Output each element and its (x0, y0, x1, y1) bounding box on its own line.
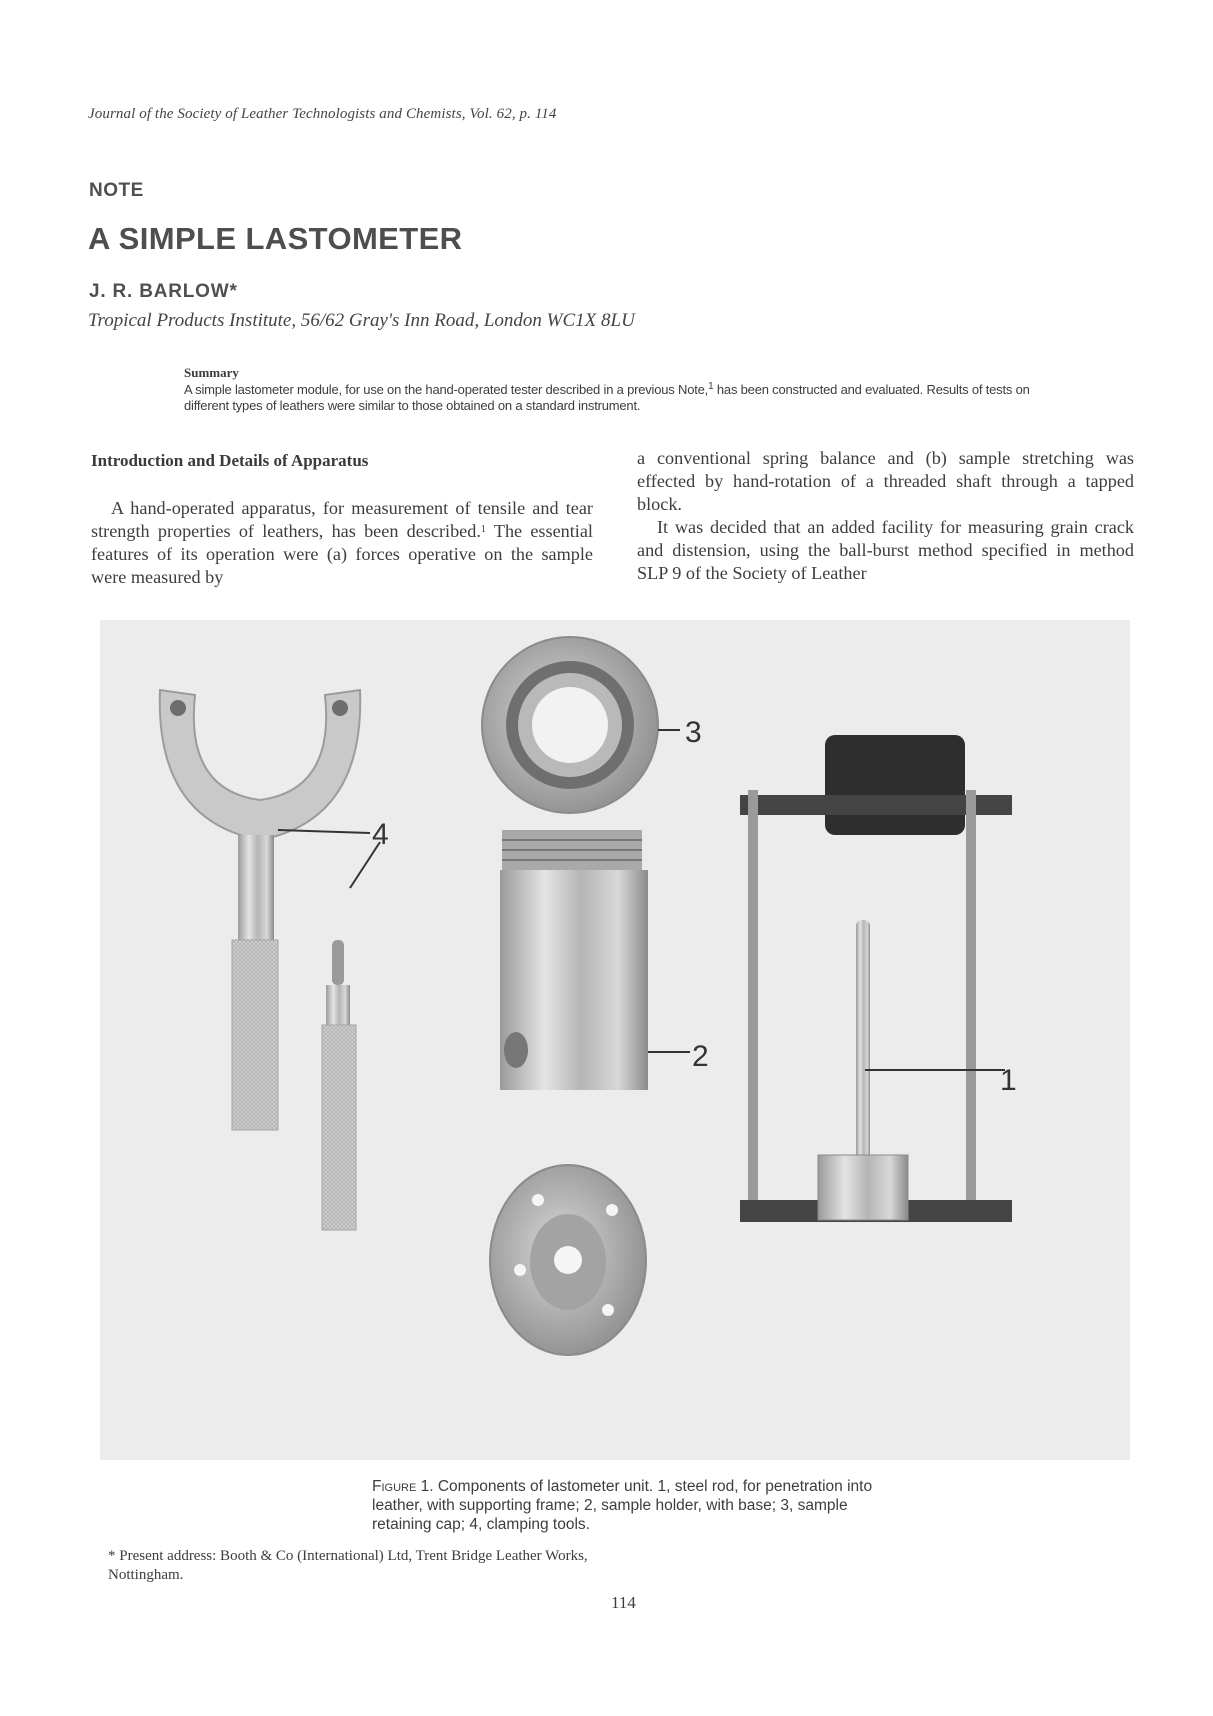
figure-caption (372, 1477, 877, 1534)
reference-marker: 1 (708, 381, 714, 392)
summary-text (184, 382, 1034, 414)
summary-heading: Summary (184, 365, 239, 380)
author: J. R. BARLOW* (89, 281, 238, 302)
summary-text-part: has been constructed and evaluated. Results of tests on different types of leathers were similar to those obtained on a standard instrument. (184, 382, 1030, 413)
label-2: 2 (692, 1040, 709, 1073)
label-3: 3 (685, 716, 702, 749)
paragraph: It was decided that an added facility for measuring grain crack and distension, using the ball-burst method specified in method SLP 9 of the Society of Leather (637, 517, 1134, 583)
paragraph (91, 497, 593, 589)
left-column (91, 497, 593, 589)
paragraph-text: A hand-operated apparatus, for measurement of tensile and tear strength properties of leathers, has been described. (91, 498, 593, 541)
footnote: * Present address: Booth & Co (International) Ltd, Trent Bridge Leather Works, Nottingham. (108, 1548, 588, 1583)
label-1: 1 (1000, 1064, 1017, 1097)
right-column (637, 447, 1134, 585)
figure-photo (100, 620, 1130, 1460)
affiliation: Tropical Products Institute, 56/62 Gray's Inn Road, London WC1X 8LU (88, 310, 635, 331)
paragraph: a conventional spring balance and (b) sample stretching was effected by hand-rotation of a threaded shaft through a tapped block. (637, 448, 1134, 514)
paper-title: A SIMPLE LASTOMETER (88, 221, 463, 256)
summary-text-part: A simple lastometer module, for use on the hand-operated tester described in a previous Note, (184, 382, 709, 397)
caption-label: Figure 1. (372, 1478, 434, 1495)
paragraph-text: The essential features of its operation were (a) forces operative on the sample were measured by (91, 521, 593, 587)
caption-text: Components of lastometer unit. 1, steel rod, for penetration into leather, with supporting frame; 2, sample holder, with base; 3, sample retaining cap; 4, clamping tools. (372, 1478, 873, 1533)
reference-marker: 1 (480, 524, 486, 535)
sample-holder (500, 830, 648, 1090)
sample-holder-base (490, 1165, 646, 1355)
label-4: 4 (372, 818, 389, 851)
lastometer-components-photo (100, 620, 1130, 1460)
running-head: Journal of the Society of Leather Technologists and Chemists, Vol. 62, p. 114 (88, 106, 557, 122)
note-label: NOTE (89, 180, 144, 201)
sample-retaining-cap (482, 637, 658, 813)
section-heading: Introduction and Details of Apparatus (91, 451, 369, 470)
page-number: 114 (611, 1593, 636, 1612)
